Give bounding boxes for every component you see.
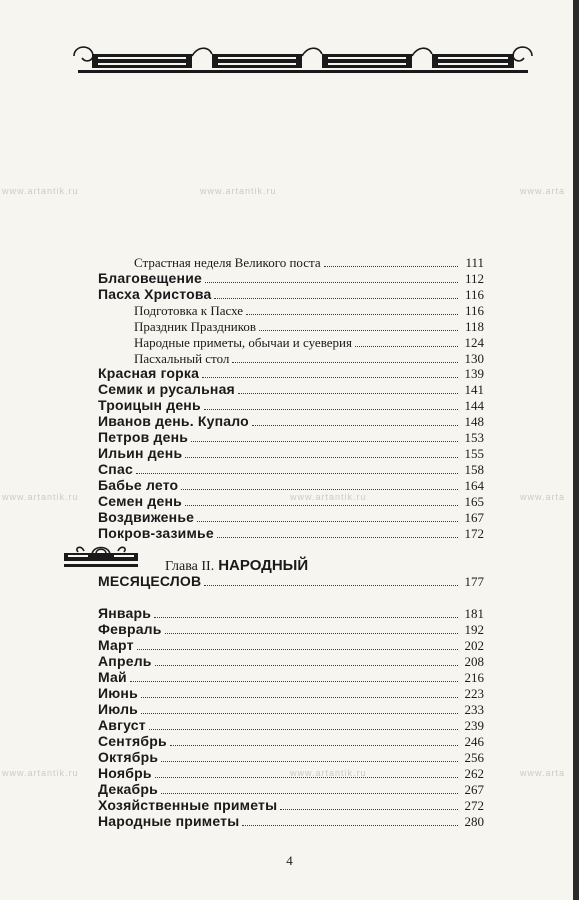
dot-leader	[149, 729, 458, 730]
dot-leader	[165, 633, 458, 634]
toc-entry	[98, 413, 484, 429]
toc-month-entry	[98, 701, 484, 717]
dot-leader	[280, 809, 458, 810]
toc-month-entry	[98, 653, 484, 669]
toc-entry-title: Ноябрь	[98, 765, 152, 781]
toc-entry-page: 144	[464, 398, 484, 413]
toc-entry-page: 139	[464, 366, 484, 381]
toc-entry-page: 111	[465, 255, 484, 270]
dot-leader	[232, 362, 458, 363]
toc-entry-title: Сентябрь	[98, 733, 167, 749]
toc-entry	[98, 365, 484, 381]
toc-entry	[98, 334, 484, 350]
dot-leader	[154, 617, 458, 618]
toc-month-entry	[98, 637, 484, 653]
toc-entry-page: 233	[464, 702, 484, 717]
dot-leader	[242, 825, 458, 826]
toc-entry	[98, 350, 484, 366]
toc-entry-page: 280	[464, 814, 484, 829]
dot-leader	[185, 505, 458, 506]
chapter-heading	[165, 557, 308, 575]
toc-entry-page: 223	[464, 686, 484, 701]
toc-entry-page: 112	[464, 271, 484, 286]
dot-leader	[202, 377, 458, 378]
toc-entry-page: 153	[464, 430, 484, 445]
toc-entry-page: 192	[464, 622, 484, 637]
toc-month-entry	[98, 717, 484, 733]
toc-entry-title: Семик и русальная	[98, 381, 235, 397]
toc-entry-title: Июнь	[98, 685, 138, 701]
toc-entry-title: Июль	[98, 701, 138, 717]
toc-entry	[98, 318, 484, 334]
toc-entry-page: 202	[464, 638, 484, 653]
toc-entry-title: Народные приметы	[98, 813, 240, 829]
toc-entry-title: Воздвиженье	[98, 509, 195, 525]
toc-month-entry	[98, 765, 484, 781]
dot-leader	[136, 473, 458, 474]
dot-leader	[170, 745, 458, 746]
toc-entry-page: 272	[464, 798, 484, 813]
chapter-title-line1: НАРОДНЫЙ	[218, 557, 309, 574]
dot-leader	[155, 665, 458, 666]
toc-entry	[98, 270, 484, 286]
toc-entry-page: 148	[464, 414, 484, 429]
toc-entry-page: 177	[464, 574, 484, 589]
toc-entry-title: Октябрь	[98, 749, 159, 765]
toc-entry	[98, 254, 484, 270]
dot-leader	[259, 330, 458, 331]
watermark-left-2: www.artantik.ru	[2, 492, 79, 502]
toc-entry-page: 172	[464, 526, 484, 541]
dot-leader	[185, 457, 458, 458]
watermark-right-2: www.arta	[520, 492, 566, 502]
toc-entry-page: 267	[464, 782, 484, 797]
toc-entry-page: 130	[464, 351, 484, 366]
dot-leader	[324, 266, 458, 267]
toc-entry-title: Август	[98, 717, 146, 733]
toc-entry-page: 124	[464, 335, 484, 350]
toc-entry	[98, 445, 484, 461]
toc-entry-page: 164	[464, 478, 484, 493]
toc-entry-title: Народные приметы, обычаи и суеверия	[134, 335, 352, 350]
toc-entry-title: Хозяйственные приметы	[98, 797, 278, 813]
page-edge-shadow	[573, 0, 579, 900]
toc-entry	[98, 381, 484, 397]
toc-month-entry	[98, 621, 484, 637]
dot-leader	[155, 777, 458, 778]
toc-entry-page: 256	[464, 750, 484, 765]
page-number: 4	[286, 853, 293, 868]
toc-month-entry	[98, 669, 484, 685]
toc-month-entry	[98, 781, 484, 797]
toc-entry-title: Семен день	[98, 493, 182, 509]
toc-entry-page: 216	[464, 670, 484, 685]
toc-entry-title: Петров день	[98, 429, 189, 445]
dot-leader	[204, 585, 458, 586]
toc-entry-page: 158	[464, 462, 484, 477]
toc-entry-title: Май	[98, 669, 127, 685]
toc-entry	[98, 493, 484, 509]
toc-month-entry	[98, 813, 484, 829]
toc-entry-title: Праздник Праздников	[134, 319, 257, 334]
toc-entry-page: 181	[464, 606, 484, 621]
toc-entry	[98, 461, 484, 477]
toc-entry	[98, 397, 484, 413]
watermark-left: www.artantik.ru	[2, 186, 79, 196]
watermark-center-3: www.artantik.ru	[290, 768, 367, 778]
toc-entry-page: 116	[464, 287, 484, 302]
toc-entry	[98, 429, 484, 445]
chapter-label: Глава II.	[165, 559, 215, 574]
chapter-ornament	[64, 543, 138, 569]
dot-leader	[197, 521, 458, 522]
watermark-center: www.artantik.ru	[200, 186, 277, 196]
toc-month-entry	[98, 605, 484, 621]
toc-month-entry	[98, 733, 484, 749]
watermark-left-3: www.artantik.ru	[2, 768, 79, 778]
dot-leader	[246, 314, 458, 315]
toc-entry	[98, 286, 484, 302]
toc-entry	[98, 525, 484, 541]
toc-entry-title: Троицын день	[98, 397, 201, 413]
toc-entry-title: Красная горка	[98, 365, 200, 381]
toc-entry-page: 155	[464, 446, 484, 461]
chapter-entry	[98, 573, 484, 589]
toc-month-entry	[98, 685, 484, 701]
dot-leader	[238, 393, 458, 394]
dot-leader	[191, 441, 458, 442]
toc-entry-title: Покров-зазимье	[98, 525, 214, 541]
dot-leader	[204, 409, 458, 410]
dot-leader	[355, 346, 458, 347]
dot-leader	[181, 489, 458, 490]
dot-leader	[252, 425, 458, 426]
toc-entry-title: Январь	[98, 605, 152, 621]
toc-entry-title: Пасха Христова	[98, 286, 212, 302]
toc-entry-title: Подготовка к Пасхе	[134, 303, 244, 318]
toc-entry-title: Спас	[98, 461, 133, 477]
toc-entry-title: Февраль	[98, 621, 162, 637]
toc-entry-page: 118	[464, 319, 484, 334]
dot-leader	[161, 761, 458, 762]
toc-entry-page: 141	[464, 382, 484, 397]
toc-entry-title: Март	[98, 637, 134, 653]
watermark-center-2: www.artantik.ru	[290, 492, 367, 502]
dot-leader	[141, 697, 458, 698]
toc-entry-title: Пасхальный стол	[134, 351, 230, 366]
toc-entry-title: Ильин день	[98, 445, 183, 461]
toc-entry-page: 262	[464, 766, 484, 781]
toc-month-entry	[98, 797, 484, 813]
toc-entry-page: 208	[464, 654, 484, 669]
toc-entry	[98, 302, 484, 318]
toc-entry-page: 246	[464, 734, 484, 749]
dot-leader	[137, 649, 458, 650]
toc-entry-page: 167	[464, 510, 484, 525]
toc-entry-title: Благовещение	[98, 270, 202, 286]
toc-entry-page: 165	[464, 494, 484, 509]
dot-leader	[205, 282, 458, 283]
toc-entry	[98, 509, 484, 525]
toc-entry-page: 239	[464, 718, 484, 733]
toc-entry-title: Декабрь	[98, 781, 158, 797]
dot-leader	[217, 537, 458, 538]
watermark-right-3: www.arta	[520, 768, 566, 778]
toc-entry-title: Бабье лето	[98, 477, 179, 493]
toc-entry-title: Апрель	[98, 653, 152, 669]
dot-leader	[141, 713, 458, 714]
toc-month-entry	[98, 749, 484, 765]
watermark-right: www.arta	[520, 186, 566, 196]
dot-leader	[214, 298, 458, 299]
dot-leader	[130, 681, 458, 682]
dot-leader	[161, 793, 458, 794]
toc-entry	[98, 477, 484, 493]
toc-entry-title: Страстная неделя Великого поста	[134, 255, 321, 270]
toc-entry-title: МЕСЯЦЕСЛОВ	[98, 573, 202, 589]
toc-entry-title: Иванов день. Купало	[98, 413, 249, 429]
ornament-border-top	[72, 40, 534, 78]
toc-entry-page: 116	[464, 303, 484, 318]
